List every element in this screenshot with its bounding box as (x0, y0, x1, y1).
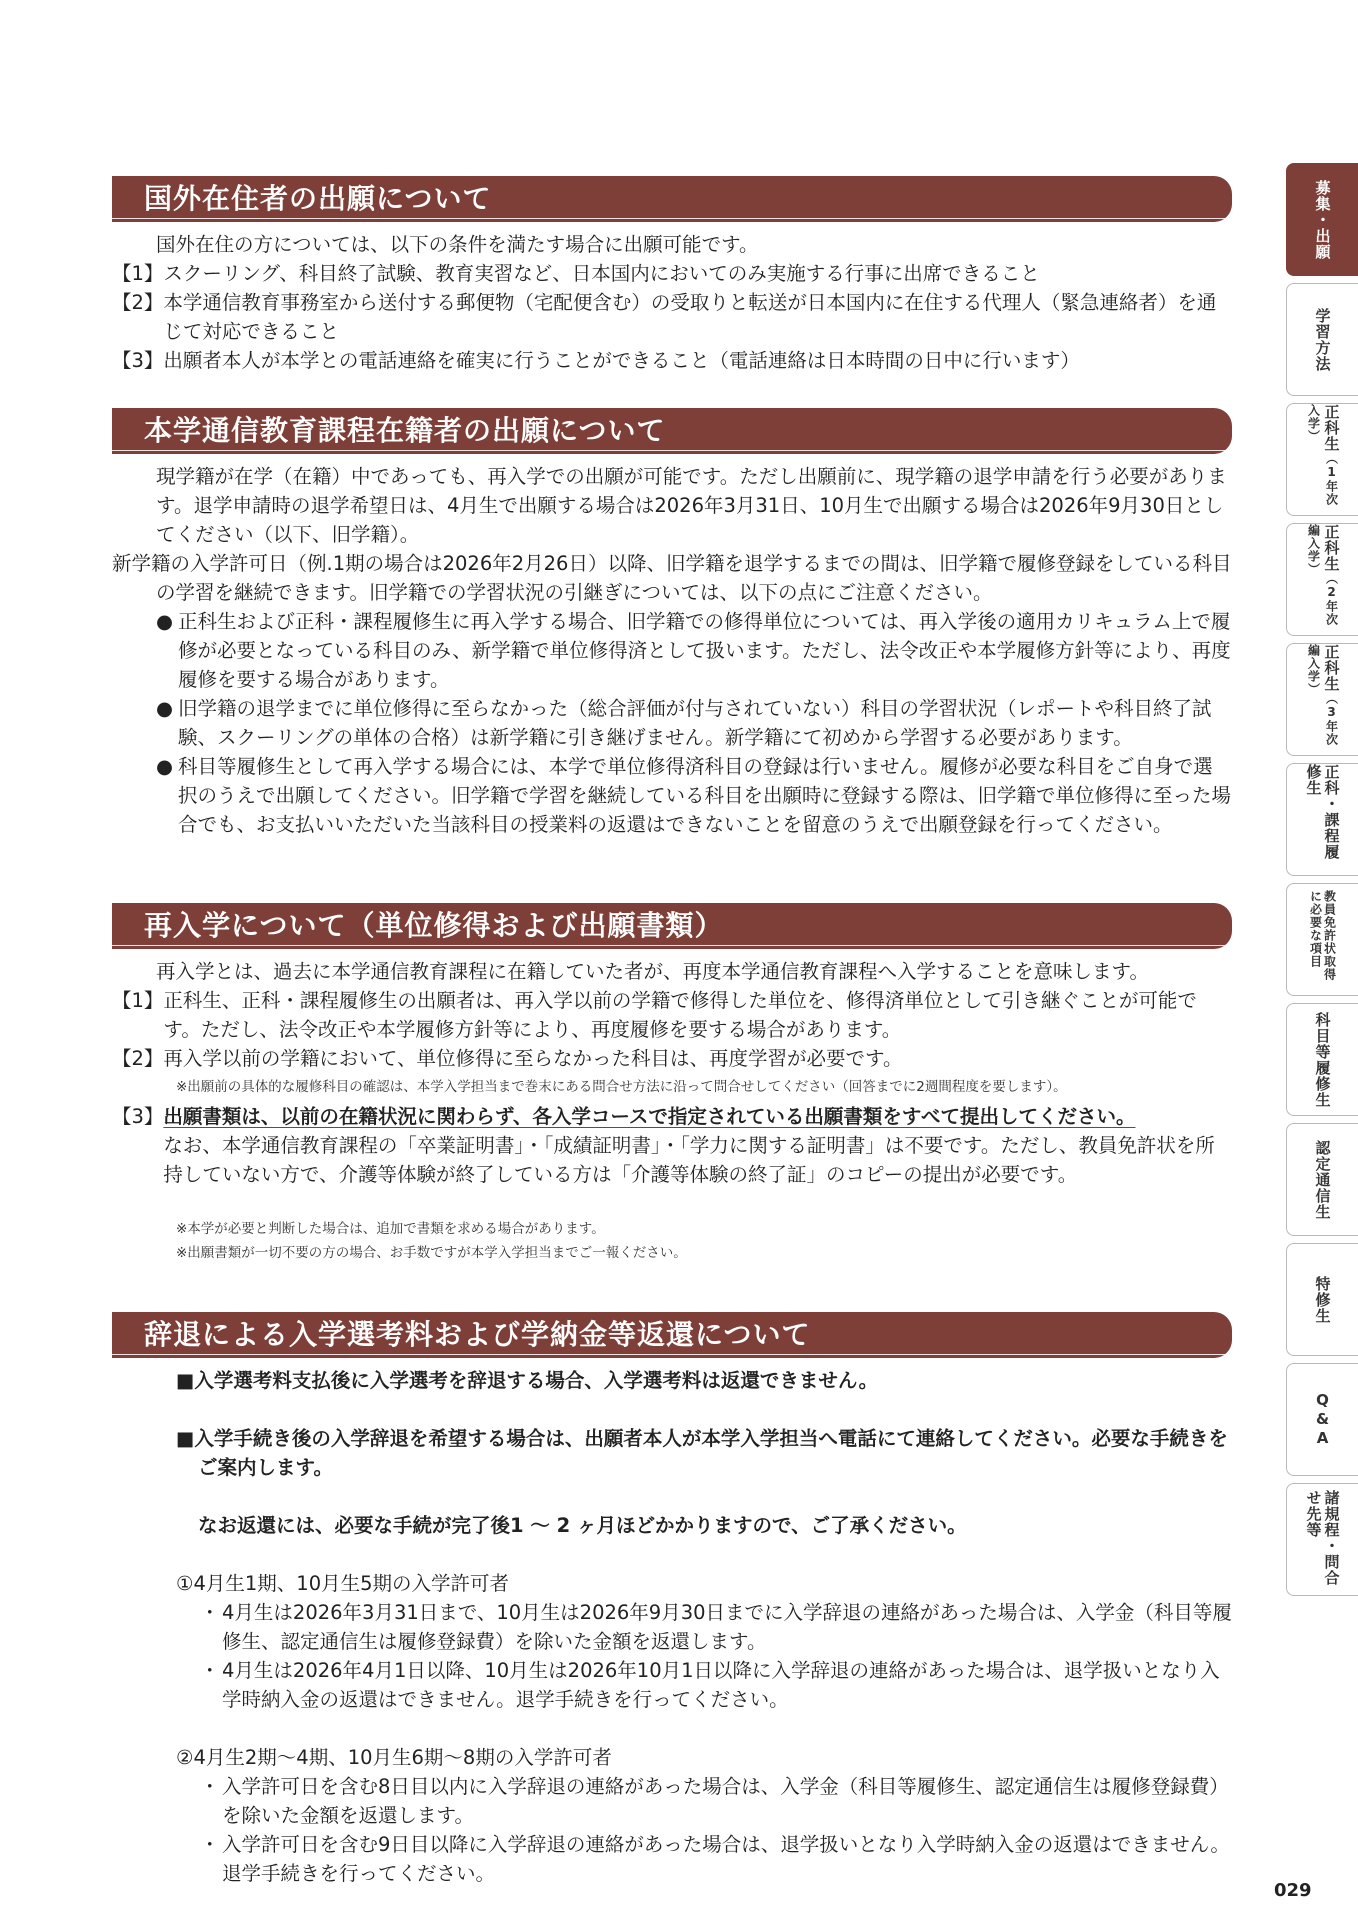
list-item: ・ 4月生は2026年4月1日以降、10月生は2026年10月1日以降に入学辞退の連絡があった場合は、退学扱いとなり入学時納入金の返還はできません。退学手続きを行ってください。 (200, 1659, 1220, 1711)
emphasis-text: 出願書類は、以前の在籍状況に関わらず、各入学コースで指定されている出願書類をすべて提出してください。 (163, 1105, 1136, 1128)
paragraph: 新学籍の入学許可日（例.1期の場合は2026年2月26日）以降、旧学籍を退学するまでの間は、旧学籍で履修登録をしている科目の学習を継続できます。旧学籍での学習状況の引継ぎについては、以下の点にご注意ください。 (112, 552, 1232, 604)
tab-study-method[interactable]: 学習方法 (1286, 283, 1358, 396)
notice: ■入学選考料支払後に入学選考を辞退する場合、入学選考料は返還できません。 (176, 1369, 879, 1392)
tab-regular-year3[interactable]: 正科生（3年次編入学） (1286, 643, 1358, 756)
tab-qa[interactable]: Q&A (1286, 1363, 1358, 1476)
bullet-item: ● 科目等履修生として再入学する場合には、本学で単位修得済科目の登録は行いません。履修が必要な科目をご自身で選択のうえで出願してください。旧学籍で学習を継続している科目を出願時に登録する際は、旧学籍で単位修得に至った場合でも、お支払いいただいた当該科目の授業料の返還はできないことを留意のうえで出願登録を行ってください。 (156, 755, 1232, 836)
paragraph: 再入学とは、過去に本学通信教育課程に在籍していた者が、再度本学通信教育課程へ入学することを意味します。 (156, 960, 1149, 983)
paragraph: 国外在住の方については、以下の条件を満たす場合に出願可能です。 (156, 233, 759, 256)
section-title: 再入学について（単位修得および出願書類） (144, 909, 724, 942)
bullet-item: ● 正科生および正科・課程履修生に再入学する場合、旧学籍での修得単位については、再入学後の適用カリキュラム上で履修が必要となっている科目のみ、新学籍で単位修得済として扱います。ただし、法令改正や本学履修方針等により、再度履修を要する場合があります。 (156, 610, 1231, 691)
tab-special[interactable]: 特修生 (1286, 1243, 1358, 1356)
list-item: ・ 4月生は2026年3月31日まで、10月生は2026年9月30日までに入学辞退の連絡があった場合は、入学金（科目等履修生、認定通信生は履修登録費）を除いた金額を返還します。 (200, 1601, 1232, 1653)
footnote: ※本学が必要と判断した場合は、追加で書類を求める場合があります。 (176, 1221, 605, 1237)
tab-course-students[interactable]: 正科・課程履修生 (1286, 763, 1358, 876)
group-title: ②4月生2期～4期、10月生6期～8期の入学許可者 (176, 1746, 612, 1769)
list-item: ・ 入学許可日を含む8日目以内に入学辞退の連絡があった場合は、入学金（科目等履修生、認定通信生は履修登録費）を除いた金額を返還します。 (200, 1775, 1229, 1827)
section-header-readmission (112, 903, 1232, 949)
list-item: 【3】 出願書類は、以前の在籍状況に関わらず、各入学コースで指定されている出願書類をすべて提出してください。 なお、本学通信教育課程の「卒業証明書」・「成績証明書」・「学力に関する証明書」は不要です。ただし、教員免許状を所持していない方で、介護等体験が終了している方は「介護等体験の終了証」のコピーの提出が必要です。 (112, 1105, 1215, 1186)
section-header-refund (112, 1312, 1232, 1358)
tab-recruitment[interactable]: 募集・出願 (1286, 163, 1358, 276)
section-header-overseas (112, 176, 1232, 222)
section-title: 本学通信教育課程在籍者の出願について (144, 414, 666, 447)
section-header-current-students (112, 408, 1232, 454)
notice: ■入学手続き後の入学辞退を希望する場合は、出願者本人が本学入学担当へ電話にて連絡してください。必要な手続きをご案内します。 (176, 1427, 1228, 1479)
bullet-item: ● 旧学籍の退学までに単位修得に至らなかった（総合評価が付与されていない）科目の学習状況（レポートや科目終了試験、スクーリングの単体の合格）は新学籍に引き継げません。新学籍にて初めから学習する必要があります。 (156, 697, 1212, 749)
list-item: ・ 入学許可日を含む9日目以降に入学辞退の連絡があった場合は、退学扱いとなり入学時納入金の返還はできません。退学手続きを行ってください。 (200, 1833, 1230, 1885)
page-number: 029 (1274, 1880, 1312, 1901)
footnote: ※出願書類が一切不要の方の場合、お手数ですが本学入学担当までご一報ください。 (176, 1245, 687, 1261)
list-item: 【2】 本学通信教育事務室から送付する郵便物（宅配便含む）の受取りと転送が日本国内に在住する代理人（緊急連絡者）を通じて対応できること (112, 291, 1217, 343)
list-item: 【1】 正科生、正科・課程履修生の出願者は、再入学以前の学籍で修得した単位を、修得済単位として引き継ぐことが可能です。ただし、法令改正や本学履修方針等により、再度履修を要する場合があります。 (112, 989, 1197, 1041)
tab-regular-year2[interactable]: 正科生（2年次編入学） (1286, 523, 1358, 636)
list-item: 【1】 スクーリング、科目終了試験、教育実習など、日本国内においてのみ実施する行事に出席できること (112, 262, 1040, 285)
list-item: 【2】 再入学以前の学籍において、単位修得に至らなかった科目は、再度学習が必要です。 (112, 1047, 903, 1070)
section-title: 国外在住者の出願について (144, 182, 492, 215)
tab-subject-students[interactable]: 科目等履修生 (1286, 1003, 1358, 1116)
group-title: ①4月生1期、10月生5期の入学許可者 (176, 1572, 510, 1595)
notice: なお返還には、必要な手続が完了後1 ～ 2 ヶ月ほどかかりますので、ご了承ください。 (198, 1514, 967, 1537)
section-title: 辞退による入学選考料および学納金等返還について (144, 1318, 811, 1351)
footnote: ※出願前の具体的な履修科目の確認は、本学入学担当まで巻末にある問合せ方法に沿って問合せしてください（回答までに2週間程度を要します）。 (176, 1079, 1067, 1095)
tab-regulations[interactable]: 諸規程・問合せ先等 (1286, 1483, 1358, 1596)
list-item: 【3】 出願者本人が本学との電話連絡を確実に行うことができること（電話連絡は日本時間の日中に行います） (112, 349, 1080, 372)
paragraph: 現学籍が在学（在籍）中であっても、再入学での出願が可能です。ただし出願前に、現学籍の退学申請を行う必要があります。退学申請時の退学希望日は、4月生で出願する場合は2026年3月31日、10月生で出願する場合は2026年9月30日としてください（以下、旧学籍）。 (156, 465, 1227, 546)
tab-regular-year1[interactable]: 正科生（1年次入学） (1286, 403, 1358, 516)
tab-teacher-license[interactable]: 教員免許状取得に必要な項目 (1286, 883, 1358, 996)
tab-certified[interactable]: 認定通信生 (1286, 1123, 1358, 1236)
